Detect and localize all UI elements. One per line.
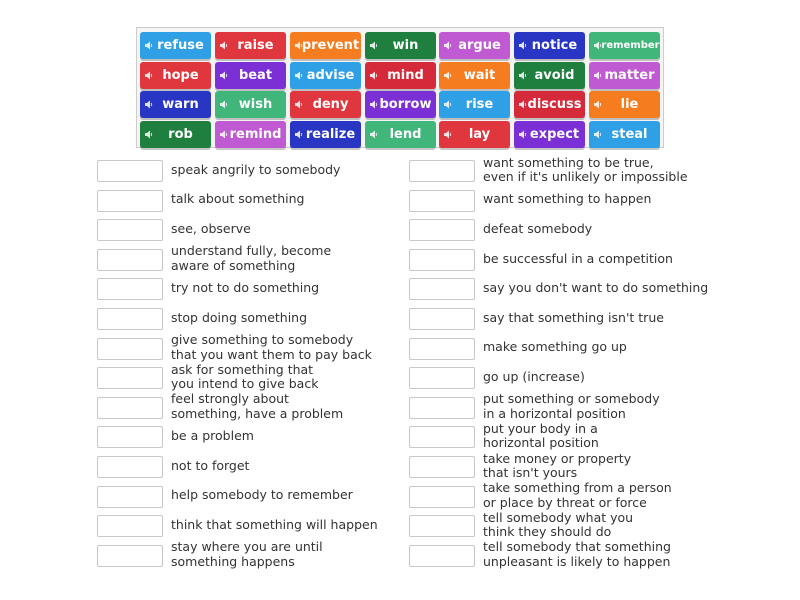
definition-line: speak angrily to somebody (171, 161, 341, 177)
word-tile-lend[interactable] (365, 121, 436, 148)
definition-line: something happens (171, 553, 295, 569)
speaker-icon[interactable] (444, 71, 452, 80)
word-tile-label: wait (463, 68, 496, 83)
speaker-icon[interactable] (145, 71, 153, 80)
definition-line: ask for something that (171, 361, 314, 377)
word-tile-realize[interactable] (290, 121, 361, 148)
right-definition-14 (483, 540, 671, 569)
right-definition-12 (483, 481, 672, 510)
word-tile-remember[interactable] (589, 32, 660, 59)
left-definition-11 (171, 459, 249, 474)
right-definition-3 (483, 222, 592, 237)
word-tile-label: advise (306, 68, 355, 83)
word-tile-warn[interactable] (140, 91, 211, 118)
definition-line: take money or property (483, 450, 632, 466)
word-tile-label: win (392, 38, 419, 53)
word-tile-label: mind (387, 68, 424, 83)
definition-line: even if it's unlikely or impossible (483, 169, 688, 184)
speaker-icon[interactable] (519, 71, 527, 80)
speaker-icon[interactable] (519, 41, 527, 50)
definition-line: or place by threat or force (483, 494, 647, 510)
word-tile-label: borrow (379, 97, 432, 112)
word-tile-steal[interactable] (589, 121, 660, 148)
left-answer-box-10[interactable] (97, 426, 163, 448)
word-tile-notice[interactable] (514, 32, 585, 59)
left-definition-4 (171, 244, 331, 273)
right-definition-2 (483, 192, 651, 207)
word-tile-label: remember (601, 40, 660, 51)
word-tile-wait[interactable] (439, 62, 510, 89)
left-definition-1 (171, 163, 340, 178)
speaker-icon[interactable] (370, 130, 378, 139)
left-definition-12 (171, 488, 353, 503)
speaker-icon[interactable] (145, 41, 153, 50)
definition-line: be a problem (171, 428, 254, 444)
definition-line: tell somebody what you (483, 509, 634, 525)
right-answer-box-6[interactable] (409, 308, 475, 330)
left-answer-box-5[interactable] (97, 278, 163, 300)
definition-line: give something to somebody (171, 332, 354, 348)
left-definition-5 (171, 281, 319, 296)
word-tile-label: steal (611, 127, 648, 142)
definition-line: not to forget (171, 457, 250, 473)
word-tile-label: deny (312, 97, 349, 112)
left-definition-8 (171, 363, 318, 392)
left-definition-6 (171, 311, 307, 326)
definition-line: try not to do something (171, 280, 320, 296)
word-tile-mind[interactable] (365, 62, 436, 89)
word-tile-remind[interactable] (215, 121, 286, 148)
right-definition-1 (483, 156, 688, 185)
left-answer-box-6[interactable] (97, 308, 163, 330)
right-answer-box-13[interactable] (409, 515, 475, 537)
right-definition-8 (483, 370, 585, 385)
word-tile-lie[interactable] (589, 91, 660, 118)
definition-line: say that something isn't true (483, 309, 664, 325)
word-tile-beat[interactable] (215, 62, 286, 89)
word-tile-label: matter (604, 68, 655, 83)
word-tile-label: hope (162, 68, 199, 83)
word-tile-wish[interactable] (215, 91, 286, 118)
left-definition-13 (171, 518, 378, 533)
word-tile-label: realize (305, 127, 356, 142)
word-tile-label: rise (465, 97, 494, 112)
speaker-icon[interactable] (519, 130, 527, 139)
definition-line: be successful in a competition (483, 250, 673, 266)
speaker-icon[interactable] (145, 130, 153, 139)
right-answer-box-5[interactable] (409, 278, 475, 300)
right-answer-box-4[interactable] (409, 249, 475, 271)
speaker-icon[interactable] (295, 100, 303, 109)
word-tile-lay[interactable] (439, 121, 510, 148)
speaker-icon[interactable] (295, 41, 303, 50)
word-tile-label: notice (531, 38, 578, 53)
left-answer-box-14[interactable] (97, 545, 163, 567)
right-answer-box-11[interactable] (409, 456, 475, 478)
right-definition-6 (483, 311, 664, 326)
definition-line: unpleasant is likely to happen (483, 553, 671, 569)
right-definition-7 (483, 340, 627, 355)
right-answer-box-12[interactable] (409, 486, 475, 508)
speaker-icon[interactable] (370, 41, 378, 50)
definition-line: tell somebody that something (483, 539, 671, 555)
definition-line: aware of something (171, 257, 296, 273)
definition-line: put your body in a (483, 420, 598, 436)
word-tile-borrow[interactable] (365, 91, 436, 118)
word-tile-discuss[interactable] (514, 91, 585, 118)
right-answer-box-8[interactable] (409, 367, 475, 389)
left-answer-box-2[interactable] (97, 190, 163, 212)
left-answer-box-1[interactable] (97, 160, 163, 182)
word-tile-label: beat (238, 68, 273, 83)
word-tile-label: lend (389, 127, 422, 142)
word-tile-prevent[interactable] (290, 32, 361, 59)
word-tile-label: remind (229, 127, 282, 142)
right-definition-11 (483, 452, 631, 481)
left-definition-14 (171, 540, 323, 569)
right-answer-box-3[interactable] (409, 219, 475, 241)
definition-line: see, observe (171, 220, 251, 236)
definition-line: understand fully, become (171, 243, 332, 259)
right-answer-box-10[interactable] (409, 426, 475, 448)
left-answer-box-4[interactable] (97, 249, 163, 271)
right-definition-4 (483, 252, 673, 267)
word-tile-label: expect (529, 127, 580, 142)
definition-line: make something go up (483, 339, 627, 355)
right-definition-13 (483, 511, 633, 540)
left-answer-box-8[interactable] (97, 367, 163, 389)
speaker-icon[interactable] (370, 100, 378, 109)
definition-line: stay where you are until (171, 539, 323, 555)
definition-line: that isn't yours (483, 465, 578, 480)
left-definition-10 (171, 429, 254, 444)
word-tile-label: prevent (301, 38, 360, 53)
right-definition-10 (483, 422, 599, 451)
right-definition-5 (483, 281, 708, 296)
speaker-icon[interactable] (444, 100, 452, 109)
speaker-icon[interactable] (220, 41, 228, 50)
definition-line: something, have a problem (171, 405, 344, 421)
definition-line: go up (increase) (483, 368, 585, 384)
definition-line: stop doing something (171, 309, 308, 325)
left-answer-box-11[interactable] (97, 456, 163, 478)
word-tile-label: avoid (534, 68, 575, 83)
definition-line: help somebody to remember (171, 487, 353, 503)
word-tile-matter[interactable] (589, 62, 660, 89)
word-tile-rob[interactable] (140, 121, 211, 148)
speaker-icon[interactable] (594, 71, 602, 80)
right-answer-box-1[interactable] (409, 160, 475, 182)
word-tile-expect[interactable] (514, 121, 585, 148)
speaker-icon[interactable] (594, 130, 602, 139)
left-definition-2 (171, 192, 304, 207)
speaker-icon[interactable] (594, 100, 602, 109)
definition-line: want something to be true, (483, 154, 654, 170)
speaker-icon[interactable] (370, 71, 378, 80)
definition-line: horizontal position (483, 435, 599, 451)
speaker-icon[interactable] (220, 100, 228, 109)
word-tile-argue[interactable] (439, 32, 510, 59)
speaker-icon[interactable] (519, 100, 527, 109)
speaker-icon[interactable] (295, 71, 303, 80)
word-tile-label: discuss (527, 97, 582, 112)
left-definition-7 (171, 333, 372, 362)
definition-line: feel strongly about (171, 391, 289, 407)
word-bank (136, 27, 664, 148)
speaker-icon[interactable] (444, 41, 452, 50)
definition-line: want something to happen (483, 191, 652, 207)
word-tile-avoid[interactable] (514, 62, 585, 89)
left-answer-box-13[interactable] (97, 515, 163, 537)
left-answer-box-7[interactable] (97, 338, 163, 360)
word-tile-label: argue (458, 38, 501, 53)
word-tile-raise[interactable] (215, 32, 286, 59)
definition-line: in a horizontal position (483, 405, 626, 421)
word-tile-win[interactable] (365, 32, 436, 59)
word-tile-label: lie (620, 97, 639, 112)
word-tile-label: warn (162, 97, 199, 112)
right-answer-box-2[interactable] (409, 190, 475, 212)
word-tile-label: raise (237, 38, 274, 53)
definition-line: talk about something (171, 191, 305, 207)
word-tile-label: refuse (157, 38, 204, 53)
word-tile-rise[interactable] (439, 91, 510, 118)
word-tile-label: wish (238, 97, 273, 112)
right-answer-box-14[interactable] (409, 545, 475, 567)
right-answer-box-9[interactable] (409, 397, 475, 419)
definition-line: think that something will happen (171, 516, 378, 532)
definition-line: think they should do (483, 524, 612, 540)
speaker-icon[interactable] (295, 130, 303, 139)
definition-line: defeat somebody (483, 220, 593, 236)
right-answer-box-7[interactable] (409, 338, 475, 360)
word-tile-refuse[interactable] (140, 32, 211, 59)
speaker-icon[interactable] (594, 41, 602, 50)
definition-line: that you want them to pay back (171, 346, 372, 362)
left-answer-box-3[interactable] (97, 219, 163, 241)
left-answer-box-12[interactable] (97, 486, 163, 508)
left-definition-9 (171, 392, 343, 421)
speaker-icon[interactable] (444, 130, 452, 139)
word-tile-deny[interactable] (290, 91, 361, 118)
right-definition-9 (483, 392, 660, 421)
word-tile-hope[interactable] (140, 62, 211, 89)
speaker-icon[interactable] (145, 100, 153, 109)
speaker-icon[interactable] (220, 130, 228, 139)
definition-line: you intend to give back (171, 376, 319, 392)
speaker-icon[interactable] (220, 71, 228, 80)
definition-line: take something from a person (483, 480, 672, 496)
word-tile-label: lay (468, 127, 491, 142)
definition-line: put something or somebody (483, 391, 660, 407)
word-tile-advise[interactable] (290, 62, 361, 89)
left-definition-3 (171, 222, 251, 237)
definition-line: say you don't want to do something (483, 280, 709, 296)
word-tile-label: rob (168, 127, 193, 142)
left-answer-box-9[interactable] (97, 397, 163, 419)
